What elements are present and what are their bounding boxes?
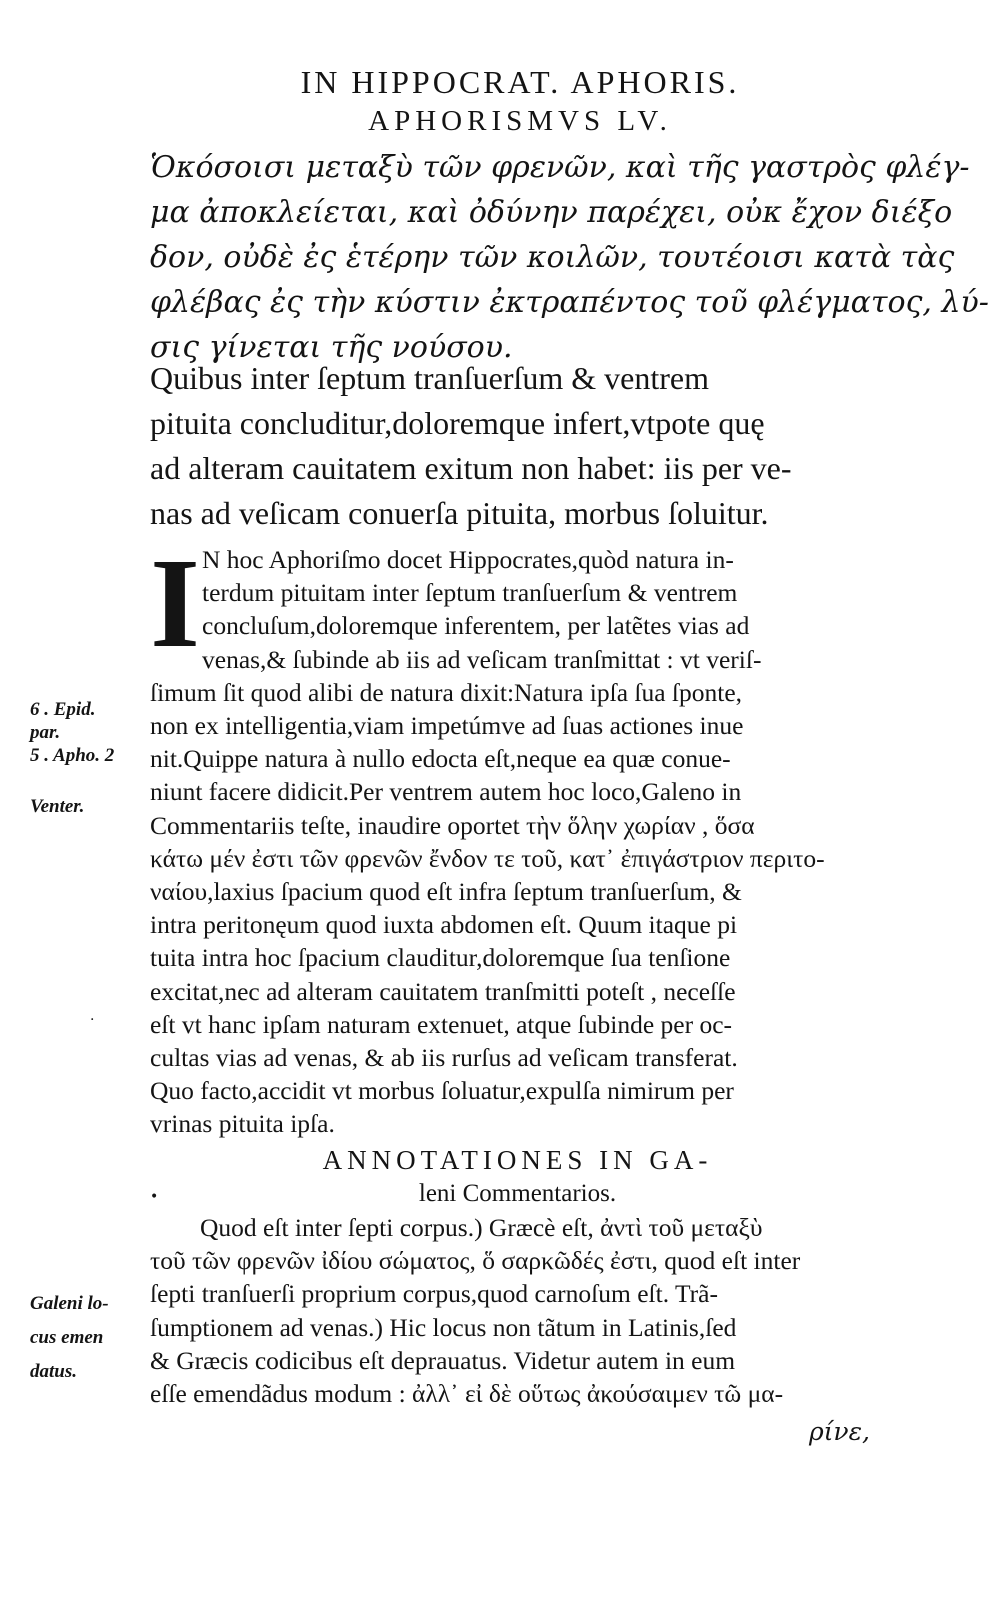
annotation-line: τοῦ τῶν φρενῶν ἰδίου σώματος, ὅ σαρκῶδές ἐστι, quod eſt inter (150, 1246, 801, 1276)
margin-note-line: 5 . Apho. 2 (30, 745, 115, 766)
aphorism-title: APHORISMVS LV. (368, 105, 672, 137)
commentary-line: N hoc Aphoriſmo docet Hippocrates,quòd natura in- (202, 545, 734, 574)
commentary-line: terdum pituitam inter ſeptum tranſuerſum & ventrem (202, 578, 738, 608)
margin-note-galeni-locus (30, 1287, 142, 1389)
commentary-line: ναίου,laxius ſpacium quod eſt infra ſeptum tranſuerſum, & (150, 877, 742, 907)
margin-note-line: par. (30, 722, 61, 743)
drop-cap-initial: I (150, 532, 200, 674)
ink-speck: · (90, 1012, 95, 1028)
commentary-line: tuita intra hoc ſpacium clauditur,doloremque ſua tenſione (150, 943, 731, 973)
commentary-line: excitat,nec ad alteram cauitatem tranſmitti poteſt , neceſſe (150, 976, 736, 1006)
greek-line: μα ἀποκλείεται, καὶ ὀδύνην παρέχει, οὐκ ἔχον διέξο (150, 195, 953, 230)
commentary-line: concluſum,doloremque inferentem, per latẽtes vias ad (202, 611, 750, 641)
annotation-line: eſſe emendãdus modum : ἀλλ᾽ εἰ δὲ οὕτως ἀκούσαιμεν τῶ μα- (150, 1379, 784, 1409)
margin-note-line: cus emen (30, 1327, 104, 1348)
margin-note-venter: Venter. (30, 796, 85, 817)
catchword: ρίνε, (808, 1417, 870, 1446)
margin-note-epidemics-reference (30, 698, 142, 767)
commentary-line: vrinas pituita ipſa. (150, 1109, 335, 1139)
margin-note-line: datus. (30, 1361, 77, 1382)
annotations-text (150, 1211, 885, 1410)
annotation-line: ſumptionem ad venas.) Hic locus non tãtum in Latinis,ſed (150, 1312, 737, 1342)
margin-note-line: Galeni lo- (30, 1293, 109, 1314)
commentary-line: venas,& ſubinde ab iis ad veſicam tranſmittat : vt veriſ- (202, 644, 762, 674)
annotation-line: ſepti tranſuerſi proprium corpus,quod carnoſum eſt. Trã- (150, 1279, 718, 1309)
commentary-line: non ex intelligentia,viam impetúmve ad ſuas actiones inue (150, 711, 744, 741)
annotation-line: Quod eſt inter ſepti corpus.) Græcè eſt, ἀντὶ τοῦ μεταξὺ (200, 1213, 763, 1242)
greek-line: σις γίνεται τῆς νούσου. (150, 330, 513, 365)
latin-aphorism-text (150, 356, 885, 536)
annotations-subtitle: leni Commentarios. (418, 1180, 617, 1207)
commentary-line: cultas vias ad venas, & ab iis rurſus ad veſicam transferat. (150, 1043, 738, 1073)
commentary-text (150, 532, 885, 1141)
latin-line: pituita concluditur,doloremque infert,vtpote quę (150, 405, 765, 441)
latin-line: nas ad veſicam conuerſa pituita, morbus ſoluitur. (150, 495, 769, 531)
latin-line: Quibus inter ſeptum tranſuerſum & ventrem (150, 360, 709, 396)
annotations-title: ANNOTATIONES IN GA- (322, 1145, 713, 1175)
commentary-line: nit.Quippe natura à nullo edocta eſt,neque ea quæ conue- (150, 744, 731, 774)
commentary-line: Quo facto,accidit vt morbus ſoluatur,expulſa nimirum per (150, 1076, 734, 1106)
commentary-line: niunt facere didicit.Per ventrem autem hoc loco,Galeno in (150, 777, 742, 807)
commentary-line: ſimum ſit quod alibi de natura dixit:Natura ipſa ſua ſponte, (150, 677, 743, 707)
running-head: IN HIPPOCRAT. APHORIS. (300, 64, 740, 100)
margin-note-line: 6 . Epid. (30, 699, 96, 720)
latin-line: ad alteram cauitatem exitum non habet: iis per ve- (150, 450, 792, 486)
greek-line: δον, οὐδὲ ἐς ἑτέρην τῶν κοιλῶν, τουτέοισι κατὰ τὰς (150, 240, 955, 275)
greek-line: Ὁκόσοισι μεταξὺ τῶν φρενῶν, καὶ τῆς γαστρὸς φλέγ- (150, 150, 970, 185)
commentary-line: Commentariis teſte, inaudire oportet τὴν ὅλην χωρίαν , ὅσα (150, 810, 755, 840)
commentary-line: intra peritonęum quod iuxta abdomen eſt. Quum itaque pi (150, 910, 738, 940)
greek-aphorism-text (150, 145, 989, 370)
greek-line: φλέβας ἐς τὴν κύστιν ἐκτραπέντος τοῦ φλέγματος, λύ- (150, 285, 989, 320)
annotation-line: & Græcis codicibus eſt deprauatus. Videtur autem in eum (150, 1345, 736, 1375)
commentary-line: κάτω μέν ἐστι τῶν φρενῶν ἔνδον τε τοῦ, κατ᾽ ἐπιγάστριον περιτο- (150, 843, 825, 873)
commentary-line: eſt vt hanc ipſam naturam extenuet, atque ſubinde per oc- (150, 1009, 733, 1039)
ink-speck: • (150, 1189, 159, 1205)
